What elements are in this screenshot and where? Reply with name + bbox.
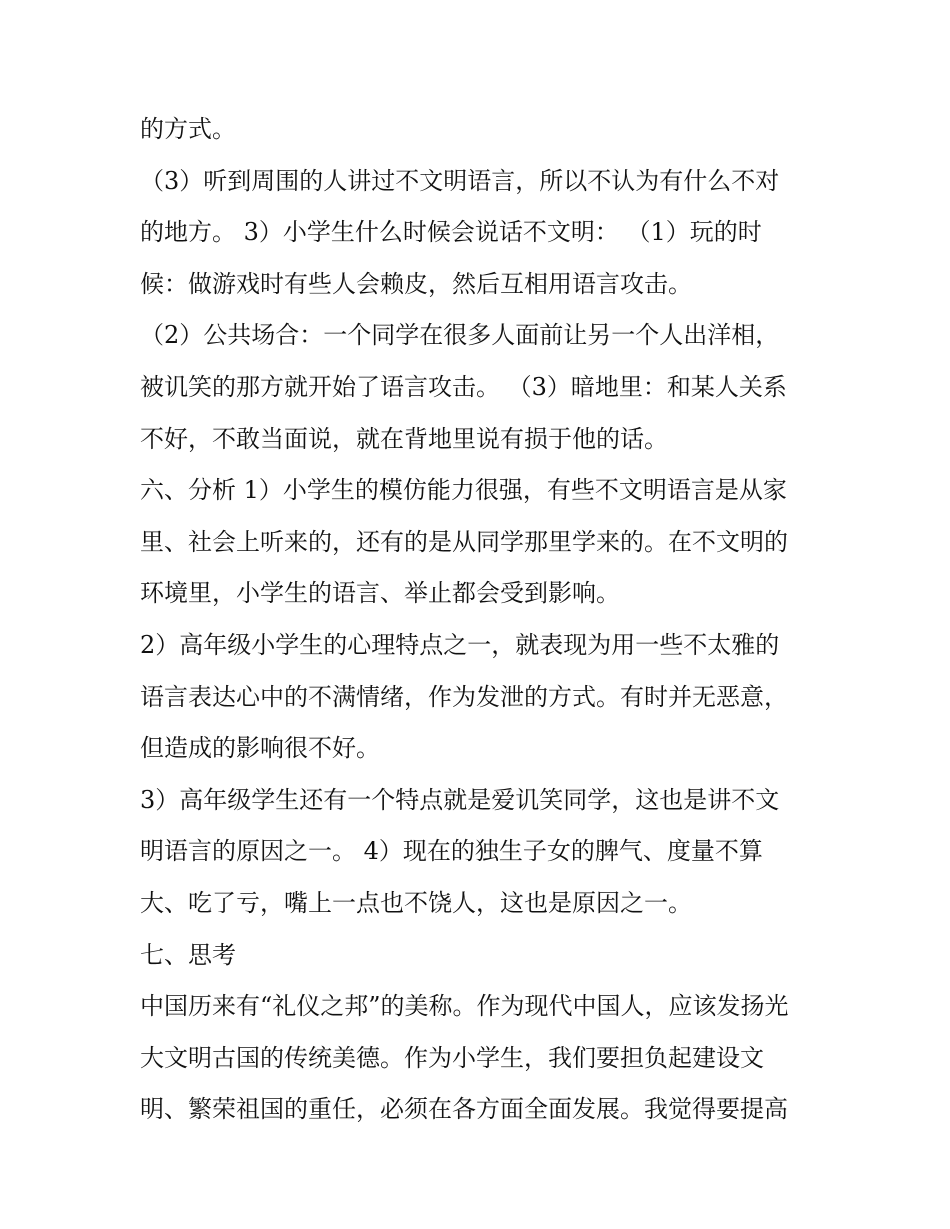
- section-heading-analysis: 六、分析 1）小学生的模仿能力很强，有些不文明语言是从家: [140, 476, 787, 505]
- text-line: 明、繁荣祖国的重任，必须在各方面全面发展。我觉得要提高: [140, 1095, 788, 1124]
- document-body: [140, 104, 830, 1136]
- text-line: 的方式。: [140, 115, 236, 143]
- text-line: 中国历来有“礼仪之邦”的美称。作为现代中国人，应该发扬光: [140, 992, 789, 1021]
- text-line: 2）高年级小学生的心理特点之一，就表现为用一些不太雅的: [140, 630, 780, 659]
- text-line: 明语言的原因之一。 4）现在的独生子女的脾气、度量不算: [140, 837, 763, 866]
- text-line: 大、吃了亏，嘴上一点也不饶人，这也是原因之一。: [140, 888, 692, 917]
- text-line: 里、社会上听来的，还有的是从同学那里学来的。在不文明的: [140, 527, 788, 556]
- section-heading-thinking: 七、思考: [140, 940, 236, 969]
- text-line: 环境里，小学生的语言、举止都会受到影响。: [140, 579, 620, 608]
- text-line: 语言表达心中的不满情绪，作为发泄的方式。有时并无恶意，: [140, 682, 788, 711]
- text-line: 不好，不敢当面说，就在背地里说有损于他的话。: [140, 424, 668, 453]
- text-line: 3）高年级学生还有一个特点就是爱讥笑同学，这也是讲不文: [140, 785, 780, 814]
- text-line: 候：做游戏时有些人会赖皮，然后互相用语言攻击。: [140, 269, 692, 298]
- text-line: 但造成的影响很不好。: [140, 734, 380, 763]
- text-line: 被讥笑的那方就开始了语言攻击。 （3）暗地里：和某人关系: [140, 372, 787, 401]
- text-line: 的地方。 3）小学生什么时候会说话不文明： （1）玩的时: [140, 218, 762, 247]
- text-line: （3）听到周围的人讲过不文明语言，所以不认为有什么不对: [140, 166, 780, 195]
- text-line: （2）公共场合：一个同学在很多人面前让另一个人出洋相，: [140, 321, 780, 350]
- text-line: 大文明古国的传统美德。作为小学生，我们要担负起建设文: [140, 1043, 764, 1072]
